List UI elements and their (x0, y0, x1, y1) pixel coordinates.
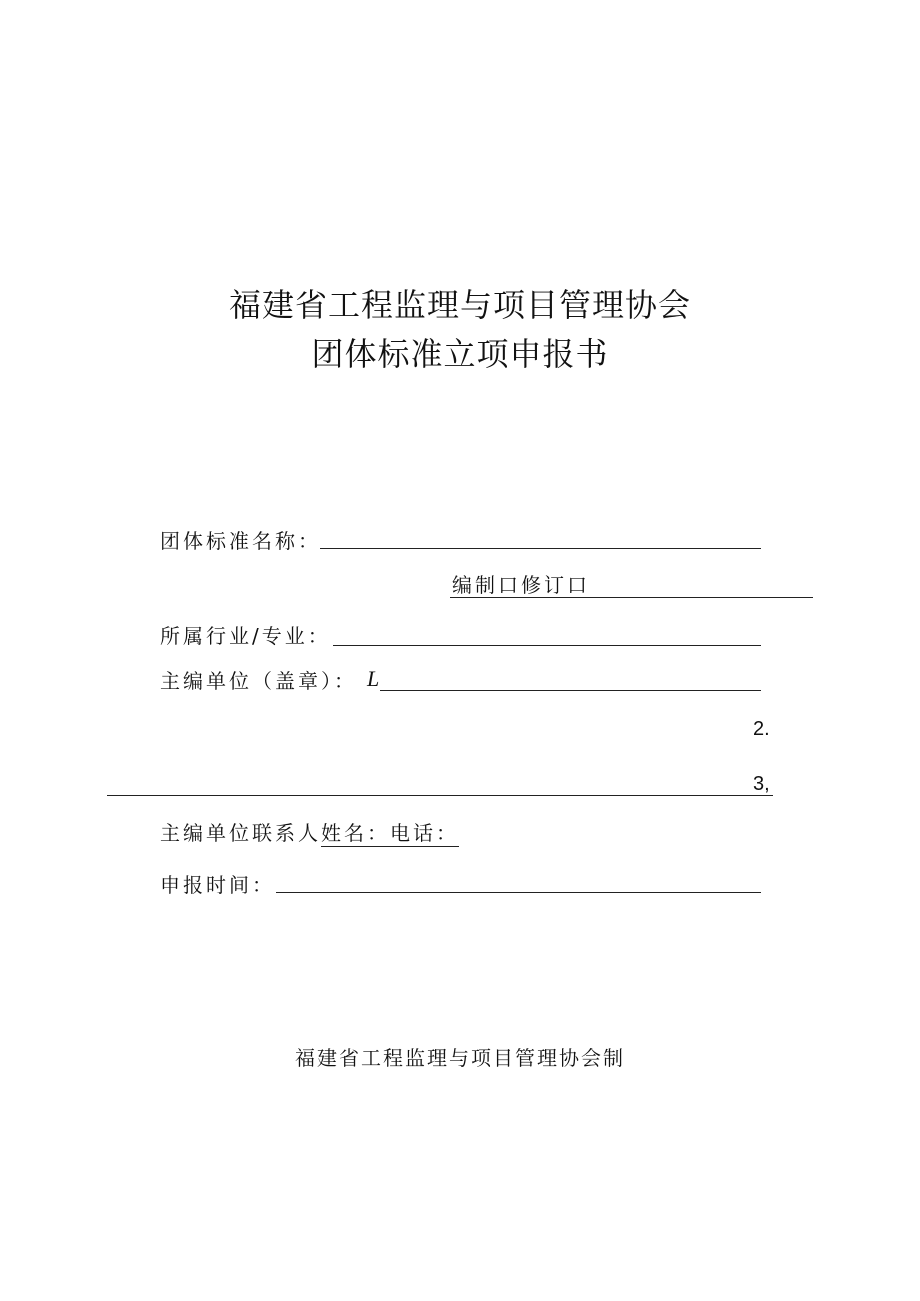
item-3-line[interactable] (107, 795, 773, 796)
document-title-line2: 团体标准立项申报书 (311, 335, 609, 373)
issuer-footer: 福建省工程监理与项目管理协会制 (295, 1046, 625, 1070)
compile-revise-options[interactable]: 编制口修订口 (452, 573, 590, 597)
chief-unit-label: 主编单位（盖章）： (160, 669, 357, 693)
standard-name-line[interactable] (320, 548, 761, 549)
compile-revise-line (450, 597, 813, 598)
contact-name-phone[interactable]: 姓名：电话： (321, 821, 459, 845)
standard-name-label: 团体标准名称： (160, 529, 321, 553)
chief-unit-line[interactable] (380, 690, 761, 691)
item-3-number: 3, (753, 773, 770, 795)
item-2-number: 2. (753, 718, 770, 740)
industry-line[interactable] (333, 645, 761, 646)
date-label: 申报时间： (160, 873, 275, 897)
contact-label: 主编单位联系人 (160, 821, 321, 845)
chief-unit-mark: L (367, 666, 380, 691)
date-line[interactable] (276, 892, 761, 893)
document-title-line1: 福建省工程监理与项目管理协会 (228, 286, 691, 324)
industry-label: 所属行业/专业： (160, 624, 331, 648)
contact-row (160, 819, 459, 847)
